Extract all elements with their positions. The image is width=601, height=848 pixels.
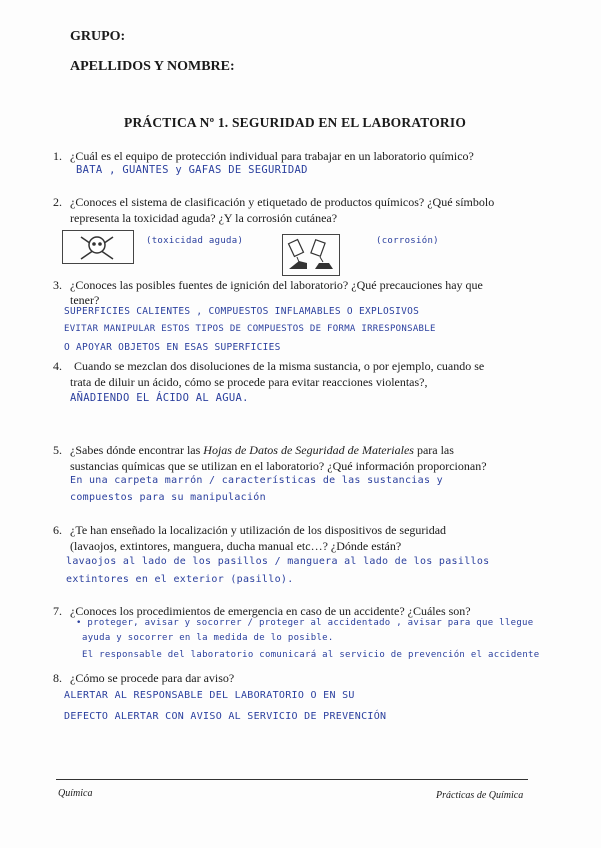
question-4-text-line-1: Cuando se mezclan dos disoluciones de la misma sustancia, o por ejemplo, cuando se — [74, 359, 485, 373]
question-5-pre: ¿Sabes dónde encontrar las — [70, 443, 204, 457]
question-3-number: 3. — [53, 278, 62, 292]
answer-1-line-1: BATA , GUANTES y GAFAS DE SEGURIDAD — [76, 164, 308, 176]
answer-7-line-2: ayuda y socorrer en la medida de lo posible. — [82, 633, 334, 643]
question-6-text-line-2: (lavaojos, extintores, manguera, ducha manual etc…? ¿Dónde están? — [70, 539, 402, 553]
answer-2-toxicity: (toxicidad aguda) — [146, 236, 244, 246]
question-5-italic-title: Hojas de Datos de Seguridad de Materiales — [203, 443, 414, 457]
question-1-number: 1. — [53, 149, 62, 163]
toxicity-pictogram — [62, 230, 134, 264]
corrosion-pictogram — [282, 234, 340, 276]
question-5-text-line-2: sustancias químicas que se utilizan en el laboratorio? ¿Qué información proporcionan? — [70, 459, 487, 473]
question-3-text-line-2: tener? — [70, 293, 100, 307]
question-8-number: 8. — [53, 671, 62, 685]
question-7-text: ¿Conoces los procedimientos de emergencia en caso de un accidente? ¿Cuáles son? — [70, 604, 471, 618]
answer-5-line-2: compuestos para su manipulación — [70, 492, 266, 503]
question-6-number: 6. — [53, 523, 62, 537]
answer-7-line-3: El responsable del laboratorio comunicará al servicio de prevención el accidente — [82, 650, 540, 660]
question-2-text-line-1: ¿Conoces el sistema de clasificación y etiquetado de productos químicos? ¿Qué símbolo — [70, 195, 495, 209]
apellidos-label: APELLIDOS Y NOMBRE: — [70, 59, 235, 74]
question-2-text-line-2: representa la toxicidad aguda? ¿Y la corrosión cutánea? — [70, 211, 338, 225]
page-title: PRÁCTICA Nº 1. SEGURIDAD EN EL LABORATORIO — [124, 115, 467, 130]
question-8-text: ¿Cómo se procede para dar aviso? — [70, 671, 235, 685]
question-4-number: 4. — [53, 359, 62, 373]
corrosion-icon — [283, 235, 339, 275]
answer-7-line-1: • proteger, avisar y socorrer / proteger al accidentado , avisar para que llegue — [76, 618, 534, 628]
question-1-text: ¿Cuál es el equipo de protección individual para trabajar en un laboratorio químico? — [70, 149, 474, 163]
answer-3-line-3: O APOYAR OBJETOS EN ESAS SUPERFICIES — [64, 342, 281, 353]
footer-divider — [56, 779, 528, 780]
question-2-number: 2. — [53, 195, 62, 209]
question-5-post: para las — [413, 443, 454, 457]
answer-6-line-1: lavaojos al lado de los pasillos / manguera al lado de los pasillos — [66, 556, 490, 567]
answer-3-line-2: EVITAR MANIPULAR ESTOS TIPOS DE COMPUESTOS DE FORMA IRRESPONSABLE — [64, 324, 436, 334]
answer-6-line-2: extintores en el exterior (pasillo). — [66, 574, 294, 585]
footer-right: Prácticas de Química — [436, 790, 524, 801]
question-5-text-line-1 — [70, 442, 454, 458]
footer-left: Química — [58, 788, 93, 799]
answer-2-corrosion: (corrosión) — [376, 236, 439, 246]
question-4-text-line-2: trata de diluir un ácido, cómo se procede para evitar reacciones violentas?, — [70, 375, 428, 389]
question-6-text-line-1: ¿Te han enseñado la localización y utilización de los dispositivos de seguridad — [70, 523, 447, 537]
answer-8-line-1: ALERTAR AL RESPONSABLE DEL LABORATORIO O EN SU — [64, 690, 355, 701]
answer-3-line-1: SUPERFICIES CALIENTES , COMPUESTOS INFLAMABLES O EXPLOSIVOS — [64, 306, 420, 317]
answer-4-line-1: AÑADIENDO EL ÁCIDO AL AGUA. — [70, 392, 249, 404]
answer-5-line-1: En una carpeta marrón / características de las sustancias y — [70, 475, 443, 486]
question-3-text-line-1: ¿Conoces las posibles fuentes de ignición del laboratorio? ¿Qué precauciones hay que — [70, 278, 483, 292]
question-7-number: 7. — [53, 604, 62, 618]
skull-crossbones-icon — [63, 231, 133, 263]
answer-8-line-2: DEFECTO ALERTAR CON AVISO AL SERVICIO DE PREVENCIÓN — [64, 711, 387, 722]
question-5-number: 5. — [53, 443, 62, 457]
grupo-label: GRUPO: — [70, 29, 126, 44]
